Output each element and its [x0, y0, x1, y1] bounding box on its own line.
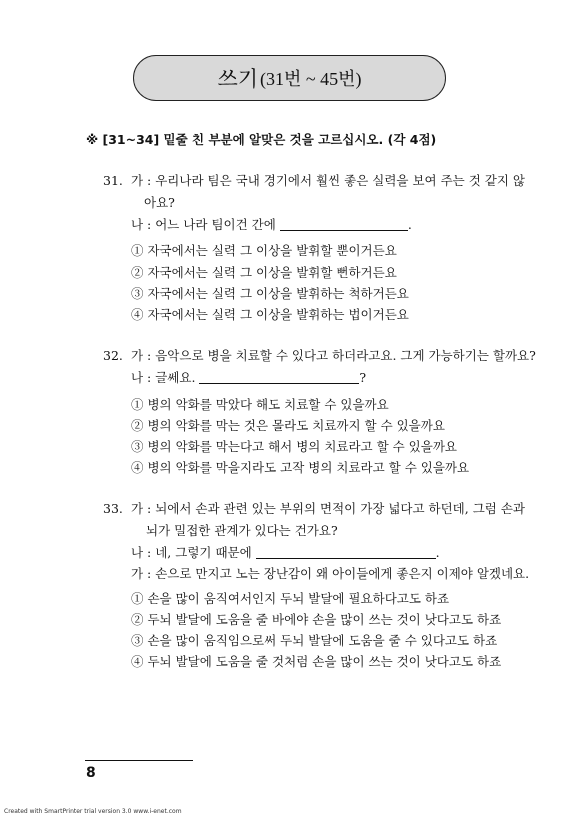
q32-option-3[interactable]: ③ 병의 악화를 막는다고 해서 병의 치료라고 할 수 있을까요 [131, 439, 457, 454]
q31-option-4[interactable]: ④ 자국에서는 실력 그 이상을 발휘하는 법이거든요 [131, 307, 409, 322]
q33-option-1[interactable]: ① 손을 많이 움직여서인지 두뇌 발달에 필요하다고도 하죠 [131, 591, 450, 606]
q32-line-2: 나 : 글쎄요. ? [131, 370, 367, 385]
printer-credit: Created with SmartPrinter trial version 3.0 www.i-enet.com [4, 808, 182, 815]
footer-divider [85, 760, 193, 761]
q32-number: 32. [103, 348, 123, 363]
answer-blank [280, 218, 408, 231]
instruction-text: ※ [31~34] 밑줄 친 부분에 알맞은 것을 고르십시오. (각 4점) [86, 132, 437, 147]
answer-blank [199, 371, 359, 384]
section-range: (31번 ~ 45번) [260, 69, 362, 89]
q31-option-3[interactable]: ③ 자국에서는 실력 그 이상을 발휘하는 척하거든요 [131, 286, 409, 301]
q33-line-3: 나 : 네, 그렇기 때문에 . [131, 545, 440, 560]
q31-line-3: 나 : 어느 나라 팀이건 간에 . [131, 217, 412, 232]
q33-line-1: 33. 가 : 뇌에서 손과 관련 있는 부위의 면적이 가장 넓다고 하던데, 그럼 손과 [103, 501, 525, 516]
page-number: 8 [86, 765, 96, 781]
q31-line-2: 아요? [144, 195, 175, 210]
q33-number: 33. [103, 501, 123, 516]
q31-line-1: 31. 가 : 우리나라 팀은 국내 경기에서 훨씬 좋은 실력을 보여 주는 것 같지 않 [103, 173, 525, 188]
q33-option-4[interactable]: ④ 두뇌 발달에 도움을 줄 것처럼 손을 많이 쓰는 것이 낫다고도 하죠 [131, 654, 502, 669]
q32-option-2[interactable]: ② 병의 악화를 막는 것은 몰라도 치료까지 할 수 있을까요 [131, 418, 445, 433]
q33-option-2[interactable]: ② 두뇌 발달에 도움을 줄 바에야 손을 많이 쓰는 것이 낫다고도 하죠 [131, 612, 502, 627]
section-title-box [133, 55, 446, 101]
q31-option-2[interactable]: ② 자국에서는 실력 그 이상을 발휘할 뻔하거든요 [131, 265, 397, 280]
q31-number: 31. [103, 173, 123, 188]
q32-option-4[interactable]: ④ 병의 악화를 막을지라도 고작 병의 치료라고 할 수 있을까요 [131, 460, 470, 475]
q33-line-4: 가 : 손으로 만지고 노는 장난감이 왜 아이들에게 좋은지 이제야 알겠네요. [131, 566, 530, 581]
q31-option-1[interactable]: ① 자국에서는 실력 그 이상을 발휘할 뿐이거든요 [131, 243, 397, 258]
section-title: 쓰기 [217, 67, 259, 91]
q33-line-2: 뇌가 밀접한 관계가 있다는 건가요? [146, 523, 338, 538]
answer-blank [256, 546, 436, 559]
q32-option-1[interactable]: ① 병의 악화를 막았다 해도 치료할 수 있을까요 [131, 397, 389, 412]
q32-line-1: 32. 가 : 음악으로 병을 치료할 수 있다고 하더라고요. 그게 가능하기는 할까요? [103, 348, 536, 363]
q33-option-3[interactable]: ③ 손을 많이 움직임으로써 두뇌 발달에 도움을 줄 수 있다고도 하죠 [131, 633, 498, 648]
